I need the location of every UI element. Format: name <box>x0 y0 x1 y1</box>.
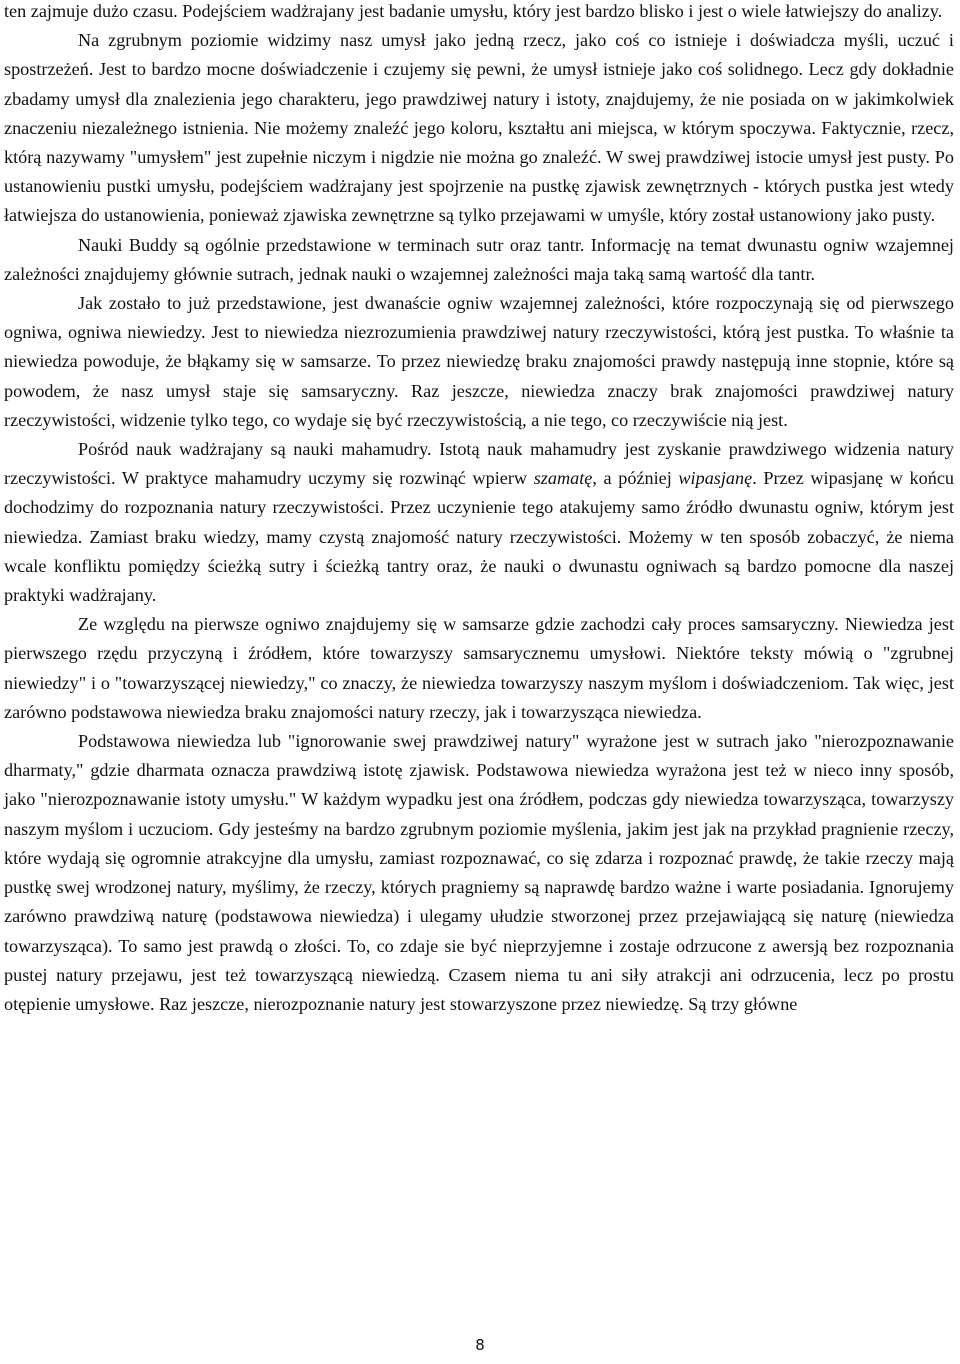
paragraph: Ze względu na pierwsze ogniwo znajdujemy się w samsarze gdzie zachodzi cały proces samsaryczny. Niewiedza jest pierwszego rzędu przyczyną i źródłem, które towarzyszy samsarycznemu umysłowi. Niektóre teksty mówią o "zgrubnej niewiedzy" i o "towarzyszącej niewiedzy," co znaczy, że niewiedza towarzyszy naszym myślom i doświadczeniom. Tak więc, jest zarówno podstawowa niewiedza braku znajomości natury rzeczy, jak i towarzysząca niewiedza. <box>4 614 954 722</box>
paragraph-text: . Przez wipasjanę w końcu dochodzimy do rozpoznania natury rzeczywistości. Przez uczynienie tego atakujemy samo źródło dwunastu ogniw, którym jest niewiedza. Zamiast braku wiedzy, mamy czystą znajomość natury rzeczywistości. Możemy w ten sposób zobaczyć, że niema wcale konfliktu pomiędzy ścieżką sutry i ścieżką tantry oraz, że nauki o dwunastu ogniwach są bardzo pomocne dla naszej praktyki wadżrajany. <box>4 468 955 606</box>
paragraph: Jak zostało to już przedstawione, jest dwanaście ogniw wzajemnej zależności, które rozpoczynają się od pierwszego ogniwa, ogniwa niewiedzy. Jest to niewiedza niezrozumienia prawdziwej natury rzeczywistości, którą jest pustka. To właśnie ta niewiedza powoduje, że błąkamy się w samsarze. To przez niewiedzę braku znajomości prawdy następują inne stopnie, które są powodem, że nasz umysł staje się samsaryczny. Raz jeszcze, niewiedza znaczy brak znajomości prawdziwej natury rzeczywistości, widzenie tylko tego, co wydaje się być rzeczywistością, a nie tego, co rzeczywiście nią jest. <box>4 293 954 430</box>
document-body <box>4 0 954 1019</box>
paragraph: Nauki Buddy są ogólnie przedstawione w terminach sutr oraz tantr. Informację na temat dwunastu ogniw wzajemnej zależności znajdujemy głównie sutrach, jednak nauki o wzajemnej zależności maja taką samą wartość dla tantr. <box>4 234 954 284</box>
italic-term: wipasjanę <box>678 468 753 489</box>
page-number: 8 <box>475 1336 485 1354</box>
paragraph: Na zgrubnym poziomie widzimy nasz umysł jako jedną rzecz, jako coś co istnieje i doświadcza myśli, uczuć i spostrzeżeń. Jest to bardzo mocne doświadczenie i czujemy się pewni, że umysł istnieje jako coś solidnego. Lecz gdy dokładnie zbadamy umysł dla znalezienia jego charakteru, jego prawdziwej natury i istoty, znajdujemy, że nie posiada on w jakimkolwiek znaczeniu niezależnego istnienia. Nie możemy znaleźć jego koloru, kształtu ani miejsca, w którym spoczywa. Faktycznie, rzecz, którą nazywamy "umysłem" jest zupełnie niczym i nigdzie nie można go znaleźć. W swej prawdziwej istocie umysł jest pusty. Po ustanowieniu pustki umysłu, podejściem wadżrajany jest spojrzenie na pustkę zjawisk zewnętrznych - których pustka jest wtedy łatwiejsza do ustanowienia, ponieważ zjawiska zewnętrzne są tylko przejawami w umyśle, który został ustanowiony jako pusty. <box>4 30 954 226</box>
paragraph <box>4 435 954 610</box>
italic-term: szamatę <box>533 468 593 489</box>
paragraph: ten zajmuje dużo czasu. Podejściem wadżrajany jest badanie umysłu, który jest bardzo blisko i jest o wiele łatwiejszy do analizy. <box>4 1 943 21</box>
paragraph: Podstawowa niewiedza lub "ignorowanie swej prawdziwej natury" wyrażone jest w sutrach jako "nierozpoznawanie dharmaty," gdzie dharmata oznacza prawdziwą istotę zjawisk. Podstawowa niewiedza wyrażona jest też w nieco inny sposób, jako "nierozpoznawanie istoty umysłu." W każdym wypadku jest ona źródłem, podczas gdy niewiedza towarzysząca, towarzyszy naszym myślom i uczuciom. Gdy jesteśmy na bardzo zgrubnym poziomie myślenia, jakim jest jak na przykład pragnienie rzeczy, które wydają się ogromnie atrakcyjne dla umysłu, zamiast rozpoznawać, co się zdarza i rozpoznać prawdę, że takie rzeczy mają pustkę swej wrodzonej natury, myślimy, że rzeczy, których pragniemy są naprawdę bardzo ważne i warte posiadania. Ignorujemy zarówno prawdziwą naturę (podstawowa niewiedza) i ulegamy ułudzie stworzonej przez przejawiającą się naturę (niewiedza towarzysząca). To samo jest prawdą o złości. To, co zdaje sie być nieprzyjemne i zostaje odrzucone z awersją bez rozpoznania pustej natury przejawu, jest też towarzyszącą niewiedzą. Czasem niema tu ani siły atrakcji ani odrzucenia, lecz po prostu otępienie umysłowe. Raz jeszcze, nierozpoznanie natury jest stowarzyszone przez niewiedzę. Są trzy główne <box>4 731 954 1014</box>
paragraph-text: Pośród nauk wadżrajany są nauki mahamudry. Istotą nauk mahamudry jest zyskanie prawdziwego widzenia natury rzeczywistości. W praktyce mahamudry uczymy się rozwinąć wpierw <box>4 439 954 489</box>
paragraph-text: , a później <box>592 468 679 489</box>
